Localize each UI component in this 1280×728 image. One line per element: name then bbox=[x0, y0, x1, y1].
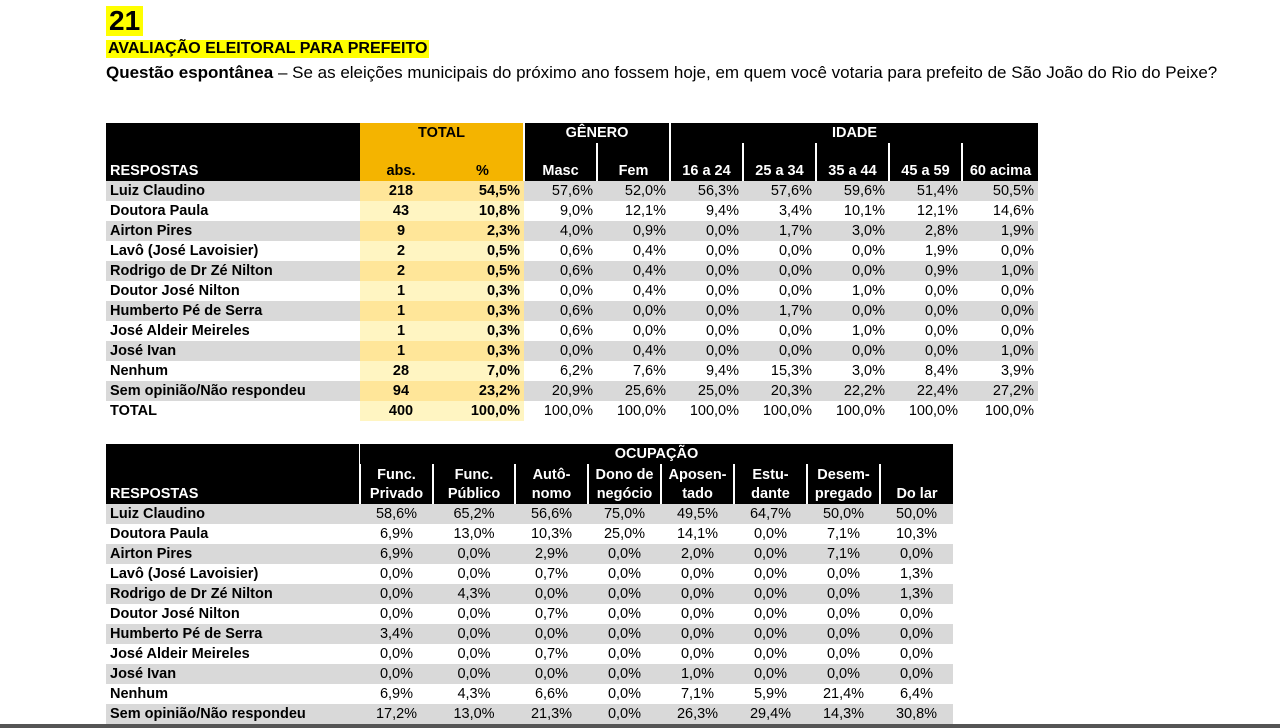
row-label: Airton Pires bbox=[106, 221, 360, 241]
cell-value: 0,0% bbox=[705, 283, 739, 299]
cell-value: 54,5% bbox=[442, 181, 524, 201]
results-table-occupation bbox=[106, 444, 953, 724]
cell-value: 0,0% bbox=[515, 624, 588, 644]
table-row bbox=[106, 281, 1038, 301]
cell-value: 0,0% bbox=[924, 283, 958, 299]
cell-value: 0,0% bbox=[680, 646, 715, 662]
group-header-total: TOTAL bbox=[360, 123, 524, 143]
cell-value: 0,0% bbox=[816, 341, 889, 361]
col-header-pct: % bbox=[442, 143, 524, 181]
cell-value: 10,8% bbox=[442, 201, 524, 221]
cell-value: 0,0% bbox=[889, 301, 962, 321]
cell-value: 0,0% bbox=[607, 646, 642, 662]
row-label: Lavô (José Lavoisier) bbox=[110, 566, 259, 582]
col-header-line1: Estu- bbox=[752, 467, 789, 483]
cell-value: 0,0% bbox=[734, 664, 807, 684]
col-header-35-44: 35 a 44 bbox=[816, 143, 889, 181]
col-header-line1: Dono de bbox=[595, 467, 654, 483]
cell-value: 27,2% bbox=[962, 381, 1038, 401]
col-header-occupation bbox=[515, 464, 588, 504]
cell-value: 0,0% bbox=[661, 584, 734, 604]
cell-value: 6,9% bbox=[379, 686, 414, 702]
cell-value: 0,4% bbox=[632, 243, 666, 259]
cell-value: 100,0% bbox=[762, 403, 812, 419]
col-header-16-24: 16 a 24 bbox=[670, 143, 743, 181]
row-label: Rodrigo de Dr Zé Nilton bbox=[106, 584, 360, 604]
cell-value: 15,3% bbox=[770, 363, 812, 379]
cell-value: 0,0% bbox=[457, 646, 491, 662]
question-text bbox=[106, 62, 1236, 84]
cell-value: 5,9% bbox=[753, 686, 788, 702]
table-row bbox=[106, 381, 1038, 401]
cell-value: 0,0% bbox=[753, 566, 788, 582]
cell-value: 9,4% bbox=[705, 363, 739, 379]
table-row bbox=[106, 524, 953, 544]
col-header-line2: Privado bbox=[369, 486, 424, 502]
cell-value: 10,3% bbox=[895, 526, 938, 542]
table-row bbox=[106, 181, 1038, 201]
col-header-fem: Fem bbox=[597, 143, 670, 181]
cell-value: 26,3% bbox=[661, 704, 734, 724]
cell-value: 0,0% bbox=[588, 544, 661, 564]
cell-value: 0,0% bbox=[588, 704, 661, 724]
cell-value: 0,0% bbox=[360, 664, 433, 684]
cell-value: 0,0% bbox=[753, 526, 788, 542]
cell-value: 1,0% bbox=[661, 664, 734, 684]
col-header-occupation bbox=[360, 464, 433, 504]
cell-value: 0,0% bbox=[680, 606, 715, 622]
section-title: AVALIAÇÃO ELEITORAL PARA PREFEITO bbox=[108, 40, 428, 57]
cell-value: 0,0% bbox=[851, 243, 885, 259]
col-header-occupation bbox=[433, 464, 515, 504]
cell-value: 13,0% bbox=[453, 526, 495, 542]
cell-value: 0,7% bbox=[534, 606, 569, 622]
cell-value: 2 bbox=[360, 241, 442, 261]
row-label: Sem opinião/Não respondeu bbox=[106, 381, 360, 401]
cell-value: 0,0% bbox=[1000, 283, 1034, 299]
cell-value: 8,4% bbox=[924, 363, 958, 379]
cell-value: 0,0% bbox=[670, 261, 743, 281]
cell-value: 3,0% bbox=[816, 221, 889, 241]
cell-value: 0,0% bbox=[379, 606, 414, 622]
cell-value: 65,2% bbox=[433, 504, 515, 524]
col-header-occupation bbox=[807, 464, 880, 504]
cell-value: 22,4% bbox=[889, 381, 962, 401]
cell-value: 1,0% bbox=[962, 341, 1038, 361]
table-row bbox=[106, 201, 1038, 221]
cell-value: 75,0% bbox=[588, 504, 661, 524]
cell-value: 100,0% bbox=[835, 403, 885, 419]
cell-value: 0,0% bbox=[680, 566, 715, 582]
cell-value: 1 bbox=[360, 341, 442, 361]
row-label: José Aldeir Meireles bbox=[110, 646, 250, 662]
cell-value: 3,4% bbox=[360, 624, 433, 644]
cell-value: 51,4% bbox=[889, 181, 962, 201]
cell-value: 0,4% bbox=[597, 261, 670, 281]
cell-value: 0,0% bbox=[515, 664, 588, 684]
cell-value: 56,6% bbox=[515, 504, 588, 524]
cell-value: 0,0% bbox=[1000, 323, 1034, 339]
cell-value: 0,0% bbox=[880, 664, 953, 684]
cell-value: 100,0% bbox=[689, 403, 739, 419]
row-label: José Ivan bbox=[106, 664, 360, 684]
cell-value: 0,6% bbox=[559, 323, 593, 339]
cell-value: 0,0% bbox=[607, 566, 642, 582]
cell-value: 1,0% bbox=[851, 323, 885, 339]
cell-value: 49,5% bbox=[661, 504, 734, 524]
cell-value: 25,6% bbox=[597, 381, 670, 401]
table-row bbox=[106, 341, 1038, 361]
cell-value: 100,0% bbox=[984, 403, 1034, 419]
col-header-line1: Func. bbox=[377, 467, 416, 483]
cell-value: 10,3% bbox=[530, 526, 573, 542]
col-header-line2: negócio bbox=[596, 486, 653, 502]
cell-value: 12,1% bbox=[624, 203, 666, 219]
group-header-genero: GÊNERO bbox=[524, 123, 670, 143]
cell-value: 6,9% bbox=[360, 544, 433, 564]
cell-value: 1,0% bbox=[962, 261, 1038, 281]
col-header-occupation bbox=[734, 464, 807, 504]
cell-value: 10,1% bbox=[843, 203, 885, 219]
col-header-line2: Do lar bbox=[896, 486, 938, 502]
col-header-line1 bbox=[885, 466, 949, 485]
cell-value: 1 bbox=[360, 301, 442, 321]
cell-value: 0,0% bbox=[743, 261, 816, 281]
table-row bbox=[106, 221, 1038, 241]
cell-value: 50,0% bbox=[807, 504, 880, 524]
cell-value: 4,3% bbox=[433, 584, 515, 604]
cell-value: 25,0% bbox=[603, 526, 646, 542]
cell-value: 1,7% bbox=[743, 221, 816, 241]
col-header-line2: Público bbox=[447, 486, 501, 502]
row-label: Airton Pires bbox=[106, 544, 360, 564]
cell-value: 0,0% bbox=[457, 606, 491, 622]
table-row bbox=[106, 704, 953, 724]
cell-value: 25,0% bbox=[670, 381, 743, 401]
col-header-line1: Desem- bbox=[817, 467, 870, 483]
table-row bbox=[106, 584, 953, 604]
cell-value: 4,3% bbox=[457, 686, 491, 702]
cell-value: 14,6% bbox=[992, 203, 1034, 219]
cell-value: 0,0% bbox=[588, 584, 661, 604]
cell-value: 0,0% bbox=[670, 301, 743, 321]
cell-value: 7,1% bbox=[807, 544, 880, 564]
cell-value: 0,0% bbox=[360, 584, 433, 604]
table-row bbox=[106, 301, 1038, 321]
cell-value: 0,0% bbox=[753, 646, 788, 662]
cell-value: 1,9% bbox=[924, 243, 958, 259]
cell-value: 58,6% bbox=[360, 504, 433, 524]
cell-value: 9,0% bbox=[559, 203, 593, 219]
cell-value: 20,3% bbox=[743, 381, 816, 401]
cell-value: 0,0% bbox=[826, 646, 861, 662]
cell-value: 52,0% bbox=[597, 181, 670, 201]
col-header-respostas-2: RESPOSTAS bbox=[106, 444, 360, 504]
group-header-ocupacao: OCUPAÇÃO bbox=[360, 444, 953, 464]
cell-value: 0,0% bbox=[433, 664, 515, 684]
table-row bbox=[106, 321, 1038, 341]
cell-value: 0,0% bbox=[880, 544, 953, 564]
table-row bbox=[106, 544, 953, 564]
cell-value: 100,0% bbox=[616, 403, 666, 419]
group-header-idade: IDADE bbox=[670, 123, 1038, 143]
row-label: Doutora Paula bbox=[110, 203, 209, 219]
cell-value: 0,3% bbox=[442, 341, 524, 361]
total-row bbox=[106, 401, 1038, 421]
col-header-abs: abs. bbox=[360, 143, 442, 181]
page-number: 21 bbox=[106, 6, 143, 36]
cell-value: 0,0% bbox=[524, 341, 597, 361]
table-row bbox=[106, 604, 953, 624]
cell-value: 56,3% bbox=[670, 181, 743, 201]
col-header-line2: dante bbox=[751, 486, 790, 502]
cell-value: 0,7% bbox=[534, 646, 569, 662]
cell-value: 30,8% bbox=[880, 704, 953, 724]
cell-value: 0,6% bbox=[524, 301, 597, 321]
cell-value: 0,0% bbox=[379, 646, 414, 662]
cell-value: 0,0% bbox=[734, 544, 807, 564]
cell-value: 0,0% bbox=[588, 664, 661, 684]
cell-value: 57,6% bbox=[743, 181, 816, 201]
cell-value: 6,2% bbox=[559, 363, 593, 379]
col-header-occupation bbox=[588, 464, 661, 504]
row-label: Doutor José Nilton bbox=[110, 283, 240, 299]
bottom-edge bbox=[0, 724, 1280, 728]
cell-value: 23,2% bbox=[442, 381, 524, 401]
cell-value: 3,9% bbox=[1000, 363, 1034, 379]
cell-value: 100,0% bbox=[442, 401, 524, 421]
cell-value: 3,4% bbox=[778, 203, 812, 219]
cell-value: 0,0% bbox=[433, 544, 515, 564]
row-label: Rodrigo de Dr Zé Nilton bbox=[106, 261, 360, 281]
col-header-45-59: 45 a 59 bbox=[889, 143, 962, 181]
cell-value: 100,0% bbox=[908, 403, 958, 419]
table-row bbox=[106, 664, 953, 684]
cell-value: 0,0% bbox=[734, 624, 807, 644]
cell-value: 0,0% bbox=[962, 301, 1038, 321]
cell-value: 0,0% bbox=[607, 686, 642, 702]
cell-value: 0,7% bbox=[534, 566, 569, 582]
cell-value: 1 bbox=[360, 321, 442, 341]
cell-value: 0,9% bbox=[889, 261, 962, 281]
cell-value: 0,0% bbox=[778, 243, 812, 259]
cell-value: 0,0% bbox=[778, 283, 812, 299]
cell-value: 0,5% bbox=[442, 241, 524, 261]
cell-value: 3,0% bbox=[851, 363, 885, 379]
cell-value: 2,3% bbox=[442, 221, 524, 241]
col-header-line2: tado bbox=[682, 486, 713, 502]
cell-value: 0,3% bbox=[442, 281, 524, 301]
cell-value: 6,9% bbox=[379, 526, 414, 542]
cell-value: 0,0% bbox=[433, 624, 515, 644]
col-header-60-acima: 60 acima bbox=[962, 143, 1038, 181]
cell-value: 0,0% bbox=[807, 624, 880, 644]
col-header-masc: Masc bbox=[524, 143, 597, 181]
cell-value: 0,0% bbox=[559, 283, 593, 299]
cell-value: 0,0% bbox=[899, 606, 934, 622]
col-header-occupation bbox=[661, 464, 734, 504]
cell-value: 0,0% bbox=[597, 301, 670, 321]
cell-value: 7,0% bbox=[442, 361, 524, 381]
row-label: TOTAL bbox=[110, 403, 157, 419]
cell-value: 13,0% bbox=[433, 704, 515, 724]
cell-value: 22,2% bbox=[816, 381, 889, 401]
cell-value: 0,0% bbox=[826, 566, 861, 582]
cell-value: 0,3% bbox=[442, 321, 524, 341]
cell-value: 0,0% bbox=[588, 624, 661, 644]
col-header-line2: pregado bbox=[814, 486, 873, 502]
cell-value: 12,1% bbox=[916, 203, 958, 219]
cell-value: 0,0% bbox=[899, 646, 934, 662]
question-label: Questão espontânea bbox=[106, 63, 274, 82]
cell-value: 1,7% bbox=[743, 301, 816, 321]
table-row bbox=[106, 644, 953, 664]
cell-value: 1,9% bbox=[962, 221, 1038, 241]
cell-value: 64,7% bbox=[734, 504, 807, 524]
col-header-line1: Aposen- bbox=[668, 467, 727, 483]
cell-value: 21,3% bbox=[515, 704, 588, 724]
cell-value: 1,0% bbox=[851, 283, 885, 299]
cell-value: 59,6% bbox=[816, 181, 889, 201]
cell-value: 0,0% bbox=[457, 566, 491, 582]
cell-value: 6,6% bbox=[534, 686, 569, 702]
row-label: José Ivan bbox=[106, 341, 360, 361]
cell-value: 9,4% bbox=[705, 203, 739, 219]
cell-value: 2,0% bbox=[661, 544, 734, 564]
cell-value: 1,3% bbox=[880, 584, 953, 604]
row-label: Luiz Claudino bbox=[106, 504, 360, 524]
cell-value: 0,5% bbox=[442, 261, 524, 281]
row-label: Nenhum bbox=[110, 686, 168, 702]
cell-value: 0,9% bbox=[597, 221, 670, 241]
row-label: Lavô (José Lavoisier) bbox=[110, 243, 259, 259]
cell-value: 0,0% bbox=[807, 584, 880, 604]
cell-value: 0,4% bbox=[597, 341, 670, 361]
cell-value: 14,3% bbox=[807, 704, 880, 724]
cell-value: 7,1% bbox=[680, 686, 715, 702]
cell-value: 0,0% bbox=[734, 584, 807, 604]
table-row bbox=[106, 564, 953, 584]
cell-value: 0,0% bbox=[705, 243, 739, 259]
cell-value: 218 bbox=[360, 181, 442, 201]
cell-value: 0,0% bbox=[670, 341, 743, 361]
cell-value: 1,3% bbox=[899, 566, 934, 582]
table-row bbox=[106, 624, 953, 644]
cell-value: 0,0% bbox=[816, 301, 889, 321]
cell-value: 7,1% bbox=[826, 526, 861, 542]
cell-value: 0,0% bbox=[880, 624, 953, 644]
cell-value: 0,0% bbox=[705, 323, 739, 339]
cell-value: 0,0% bbox=[924, 323, 958, 339]
row-label: Humberto Pé de Serra bbox=[106, 301, 360, 321]
row-label: Doutora Paula bbox=[110, 526, 209, 542]
cell-value: 7,6% bbox=[632, 363, 666, 379]
cell-value: 0,0% bbox=[743, 341, 816, 361]
cell-value: 2,8% bbox=[889, 221, 962, 241]
col-header-occupation bbox=[880, 464, 953, 504]
cell-value: 9 bbox=[360, 221, 442, 241]
question-body: – Se as eleições municipais do próximo ano fossem hoje, em quem você votaria para prefeito de São João do Rio do Peixe? bbox=[273, 63, 1218, 82]
cell-value: 0,0% bbox=[826, 606, 861, 622]
cell-value: 1 bbox=[360, 281, 442, 301]
cell-value: 0,0% bbox=[661, 624, 734, 644]
cell-value: 0,0% bbox=[1000, 243, 1034, 259]
col-header-respostas: RESPOSTAS bbox=[106, 123, 360, 181]
cell-value: 100,0% bbox=[543, 403, 593, 419]
cell-value: 0,0% bbox=[632, 323, 666, 339]
cell-value: 50,0% bbox=[880, 504, 953, 524]
cell-value: 0,0% bbox=[607, 606, 642, 622]
row-label: Luiz Claudino bbox=[106, 181, 360, 201]
cell-value: 0,0% bbox=[816, 261, 889, 281]
cell-value: 0,0% bbox=[778, 323, 812, 339]
col-header-25-34: 25 a 34 bbox=[743, 143, 816, 181]
table-row bbox=[106, 241, 1038, 261]
row-label: Sem opinião/Não respondeu bbox=[106, 704, 360, 724]
cell-value: 4,0% bbox=[524, 221, 597, 241]
cell-value: 0,0% bbox=[889, 341, 962, 361]
table-row bbox=[106, 361, 1038, 381]
cell-value: 17,2% bbox=[360, 704, 433, 724]
cell-value: 0,0% bbox=[379, 566, 414, 582]
cell-value: 0,3% bbox=[442, 301, 524, 321]
col-header-line1: Autô- bbox=[532, 467, 571, 483]
table-row bbox=[106, 504, 953, 524]
cell-value: 0,0% bbox=[670, 221, 743, 241]
cell-value: 0,6% bbox=[559, 243, 593, 259]
cell-value: 0,6% bbox=[524, 261, 597, 281]
cell-value: 20,9% bbox=[524, 381, 597, 401]
cell-value: 0,0% bbox=[515, 584, 588, 604]
cell-value: 14,1% bbox=[676, 526, 719, 542]
cell-value: 6,4% bbox=[899, 686, 934, 702]
row-label: Nenhum bbox=[110, 363, 168, 379]
cell-value: 0,4% bbox=[632, 283, 666, 299]
table-row bbox=[106, 684, 953, 704]
col-header-line2: nomo bbox=[531, 486, 572, 502]
cell-value: 28 bbox=[360, 361, 442, 381]
cell-value: 57,6% bbox=[524, 181, 597, 201]
cell-value: 0,0% bbox=[807, 664, 880, 684]
cell-value: 29,4% bbox=[734, 704, 807, 724]
cell-value: 21,4% bbox=[822, 686, 865, 702]
cell-value: 43 bbox=[360, 201, 442, 221]
cell-value: 0,0% bbox=[753, 606, 788, 622]
cell-value: 94 bbox=[360, 381, 442, 401]
row-label: José Aldeir Meireles bbox=[110, 323, 250, 339]
row-label: Doutor José Nilton bbox=[110, 606, 240, 622]
row-label: Humberto Pé de Serra bbox=[106, 624, 360, 644]
cell-value: 2 bbox=[360, 261, 442, 281]
cell-value: 2,9% bbox=[515, 544, 588, 564]
table-row bbox=[106, 261, 1038, 281]
col-header-line1: Func. bbox=[454, 467, 494, 483]
results-table-gender-age bbox=[106, 123, 1038, 421]
cell-value: 50,5% bbox=[962, 181, 1038, 201]
cell-value: 400 bbox=[360, 401, 442, 421]
